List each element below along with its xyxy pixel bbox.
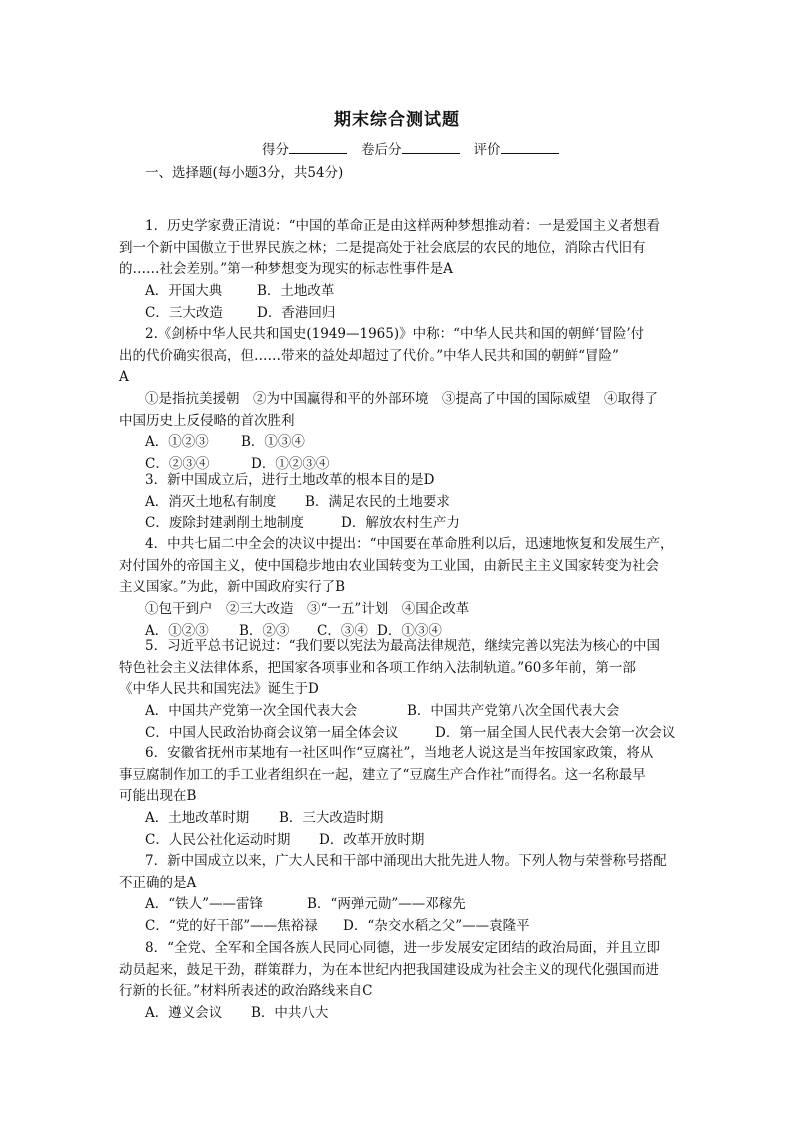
question-text: 《中华人民共和国宪法》诞生于D: [119, 681, 319, 698]
evaluation-label: 评价: [473, 142, 501, 158]
option-d: D．①③④: [377, 622, 442, 639]
option-row: [119, 513, 679, 535]
question-4: [119, 534, 679, 642]
score-line: [262, 138, 573, 158]
question-text: 可能出现在B: [119, 788, 197, 805]
question-1: [119, 216, 679, 324]
option-b: B．满足农民的土地要求: [305, 493, 450, 510]
question-text: 的……社会差别。”第一种梦想变为现实的标志性事件是A: [119, 261, 453, 278]
option-c: C．③④: [317, 622, 368, 639]
question-text: 事豆腐制作加工的手工业者组织在一起，建立了“豆腐生产合作社”而得名。这一名称最早: [119, 766, 646, 783]
option-row: [119, 303, 679, 325]
option-d: D．“杂交水稻之父”——袁隆平: [343, 918, 530, 935]
option-b: B．②③: [239, 622, 290, 639]
score-label: 得分: [262, 142, 289, 158]
option-d: D．①②③④: [251, 456, 330, 473]
final-score-label: 卷后分: [361, 142, 402, 158]
question-text: 7．新中国成立以来，广大人民和干部中涌现出大批先进人物。下列人物与荣誉称号搭配: [145, 853, 667, 869]
option-a: A．土地改革时期: [145, 810, 250, 827]
option-d: D．香港回归: [257, 304, 336, 321]
option-row: [119, 916, 679, 938]
option-a: A．①②③: [145, 434, 209, 451]
question-text: 出的代价确实很高，但……带来的益处却超过了代价。”中华人民共和国的朝鲜“冒险”: [119, 347, 619, 364]
section-heading: 一、选择题(每小题3分，共54分): [145, 165, 344, 181]
final-score-blank: [402, 141, 460, 154]
question-statements: ①包干到户 ②三大改造 ③“一五”计划 ④国企改革: [145, 601, 470, 618]
question-5: [119, 636, 679, 744]
option-row: [119, 894, 679, 916]
option-d: D．解放农村生产力: [341, 515, 460, 532]
question-text: 动员起来，鼓足干劲，群策群力，为在本世纪内把我国建设成为社会主义的现代化强国而进: [119, 961, 659, 978]
question-6: [119, 743, 679, 851]
question-2: [119, 324, 679, 476]
question-text: 2.《剑桥中华人民共和国史(1949—1965)》中称：“中华人民共和国的朝鲜‘冒险’付: [145, 326, 645, 342]
option-a: A．“铁人”——雷锋: [145, 896, 264, 913]
question-text: 4．中共七届二中全会的决议中提出：“中国要在革命胜利以后，迅速地恢复和发展生产，: [145, 536, 674, 552]
option-c: C．“党的好干部”——焦裕禄: [145, 918, 318, 935]
option-a: A．遵义会议: [145, 1005, 223, 1022]
option-row: [119, 492, 679, 514]
question-text: 对付国外的帝国主义，使中国稳步地由农业国转变为工业国，由新民主主义国家转变为社会: [119, 557, 659, 574]
option-row: [119, 1003, 679, 1025]
option-row: [119, 281, 679, 303]
option-a: A．开国大典: [145, 283, 223, 300]
question-7: [119, 851, 679, 938]
option-b: B．土地改革: [257, 283, 335, 300]
option-b: B．中共八大: [251, 1005, 329, 1022]
option-row: [119, 701, 679, 723]
option-a: A．中国共产党第一次全国代表大会: [145, 703, 358, 720]
question-text: 8．“全党、全军和全国各族人民同心同德，进一步发展安定团结的政治局面，并且立即: [145, 940, 660, 956]
question-3: [119, 470, 679, 535]
option-c: C．中国人民政治协商会议第一届全体会议: [145, 724, 399, 741]
option-row: [119, 830, 679, 852]
question-8: [119, 938, 679, 1025]
question-text: 不正确的是A: [119, 874, 197, 891]
option-d: D．第一届全国人民代表大会第一次会议: [435, 724, 676, 741]
option-b: B．三大改造时期: [279, 810, 384, 827]
evaluation-blank: [501, 141, 559, 154]
option-c: C．三大改造: [145, 304, 223, 321]
question-text: 主义国家。”为此，新中国政府实行了B: [119, 579, 346, 596]
question-text: 1．历史学家费正清说：“中国的革命正是由这样两种梦想推动着：一是爱国主义者想看: [145, 218, 660, 234]
option-b: B．①③④: [241, 434, 305, 451]
page-title: 期末综合测试题: [334, 110, 460, 130]
option-b: B．中国共产党第八次全国代表大会: [407, 703, 620, 720]
option-c: C．人民公社化运动时期: [145, 831, 291, 848]
question-text: 5．习近平总书记说过：“我们要以宪法为最高法律规范，继续完善以宪法为核心的中国: [145, 638, 660, 654]
option-a: A．消灭土地私有制度: [145, 493, 277, 510]
question-text: 特色社会主义法律体系，把国家各项事业和各项工作纳入法制轨道。”60多年前，第一部: [119, 659, 636, 676]
option-c: C．②③④: [145, 456, 210, 473]
question-text: 6．安徽省抚州市某地有一社区叫作“豆腐社”，当地老人说这是当年按国家政策，将从: [145, 745, 654, 761]
question-text: 行新的长征。”材料所表述的政治路线来自C: [119, 983, 373, 1000]
option-a: A．①②③: [145, 622, 209, 639]
option-c: C．废除封建剥削土地制度: [145, 515, 304, 532]
option-d: D．改革开放时期: [319, 831, 425, 848]
option-row: [119, 808, 679, 830]
question-statements: 中国历史上反侵略的首次胜利: [119, 412, 295, 429]
question-statements: ①是指抗美援朝 ②为中国赢得和平的外部环境 ③提高了中国的国际威望 ④取得了: [145, 391, 658, 408]
question-text: 3．新中国成立后，进行土地改革的根本目的是D: [145, 472, 435, 488]
question-answer: A: [119, 369, 129, 386]
score-blank: [289, 141, 347, 154]
option-b: B．“两弹元勋”——邓稼先: [307, 896, 466, 913]
question-text: 到一个新中国傲立于世界民族之林；二是提高处于社会底层的农民的地位，消除古代旧有: [119, 239, 646, 256]
option-row: [119, 723, 679, 745]
option-row: [119, 432, 679, 454]
